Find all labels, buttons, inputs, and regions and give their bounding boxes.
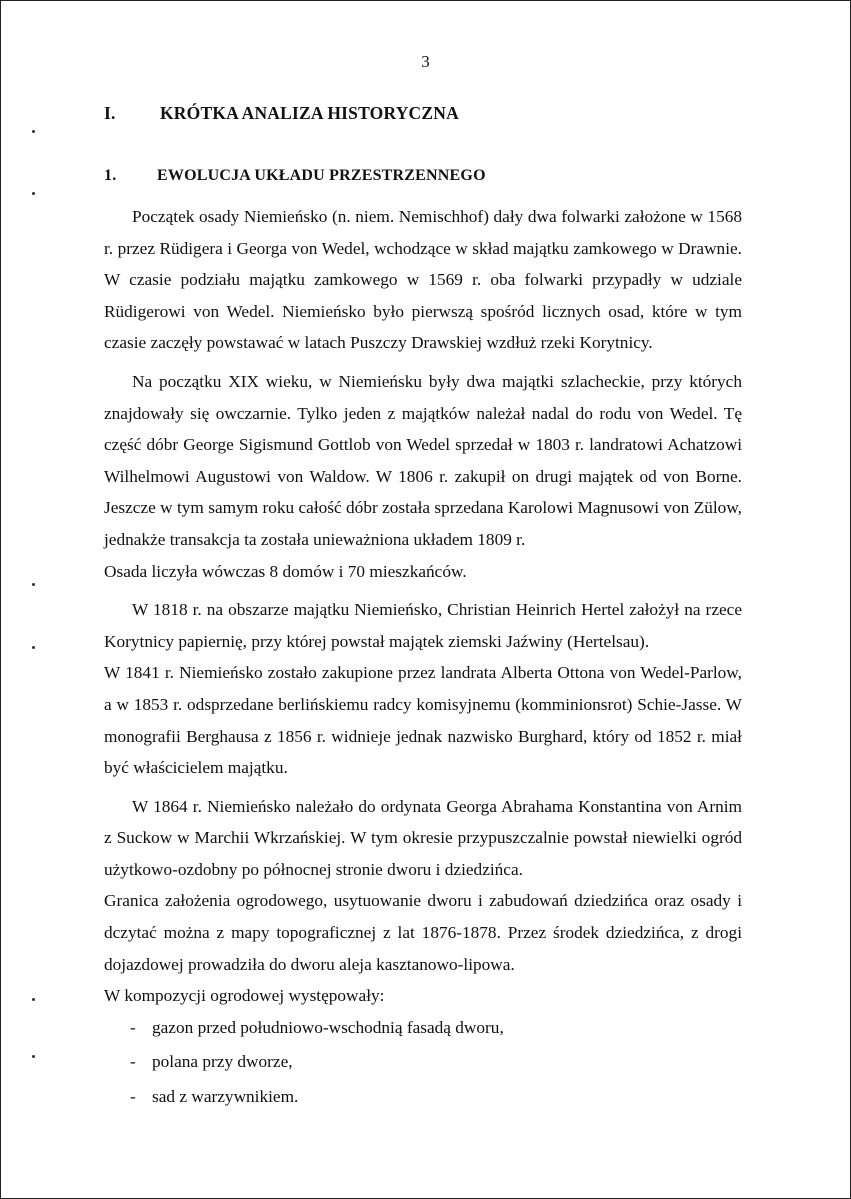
section-heading — [104, 103, 459, 124]
list-item — [130, 1046, 742, 1078]
list-dash: - — [130, 1017, 136, 1037]
paragraph: W 1818 r. na obszarze majątku Niemieńsko, Christian Heinrich Hertel założył na rzece Korytnicy papiernię, przy której powstał majątek ziemski Jaźwiny (Hertelsau). — [104, 600, 742, 651]
scan-speck — [32, 1055, 35, 1058]
subsection-number: 1. — [104, 167, 117, 184]
list-item-text: sad z warzywnikiem. — [152, 1087, 299, 1107]
subsection-heading — [104, 167, 486, 185]
list-item — [130, 1012, 742, 1044]
paragraph: W 1841 r. Niemieńsko zostało zakupione przez landrata Alberta Ottona von Wedel-Parlow, a w 1853 r. odsprzedane berlińskiemu radcy komisyjnemu (komminionsrot) Schie-Jasse. W monografii Berghausa z 1856 r. widnieje jednak nazwisko Burghard, który od 1852 r. miał być właścicielem majątku. — [104, 663, 742, 778]
list-item-text: gazon przed południowo-wschodnią fasadą dworu, — [152, 1017, 504, 1037]
subsection-title: EWOLUCJA UKŁADU PRZESTRZENNEGO — [157, 167, 486, 184]
scan-speck — [32, 998, 35, 1001]
list-item-text: polana przy dworze, — [152, 1052, 293, 1072]
paragraph: Początek osady Niemieńsko (n. niem. Nemischhof) dały dwa folwarki założone w 1568 r. przez Rüdigera i Georga von Wedel, wchodzące w skład majątku zamkowego w Drawnie. W czasie podziału majątku zamkowego w 1569 r. oba folwarki przypadły w udziale Rüdigerowi von Wedel. Niemieńsko było pierwszą spośród licznych osad, które w tym czasie zaczęły powstawać w latach Puszczy Drawskiej wzdłuż rzeki Korytnicy. — [104, 207, 742, 353]
body-text — [104, 201, 742, 1116]
paragraph: W 1864 r. Niemieńsko należało do ordynata Georga Abrahama Konstantina von Arnim z Suckow w Marchii Wkrzańskiej. W tym okresie przypuszczalnie powstał niewielki ogród użytkowo-ozdobny po północnej stronie dworu i dziedzińca. — [104, 796, 742, 879]
section-title: KRÓTKA ANALIZA HISTORYCZNA — [160, 103, 459, 123]
section-number: I. — [104, 103, 116, 123]
paragraph: W kompozycji ogrodowej występowały: — [104, 986, 385, 1006]
page-number: 3 — [421, 52, 430, 71]
list-item — [130, 1081, 742, 1113]
scan-speck — [32, 646, 35, 649]
paragraph: Osada liczyła wówczas 8 domów i 70 mieszkańców. — [104, 561, 467, 581]
scan-speck — [32, 192, 35, 195]
list-dash: - — [130, 1087, 136, 1107]
scan-speck — [32, 583, 35, 586]
paragraph: Na początku XIX wieku, w Niemieńsku były dwa majątki szlacheckie, przy których znajdowały się owczarnie. Tylko jeden z majątków należał nadal do rodu von Wedel. Tę część dóbr George Sigismund Gottlob von Wedel sprzedał w 1803 r. landratowi Achatzowi Wilhelmowi Augustowi von Waldow. W 1806 r. zakupił on drugi majątek od von Borne. Jeszcze w tym samym roku całość dóbr została sprzedana Karolowi Magnusowi von Zülow, jednakże transakcja ta została unieważniona układem 1809 r. — [104, 371, 742, 549]
scan-speck — [32, 130, 35, 133]
list-dash: - — [130, 1052, 136, 1072]
composition-list — [104, 1012, 742, 1113]
paragraph: Granica założenia ogrodowego, usytuowanie dworu i zabudowań dziedzińca oraz osady i dczytać można z mapy topograficznej z lat 1876-1878. Przez środek dziedzińca, z drogi dojazdowej prowadziła do dworu aleja kasztanowo-lipowa. — [104, 891, 742, 974]
